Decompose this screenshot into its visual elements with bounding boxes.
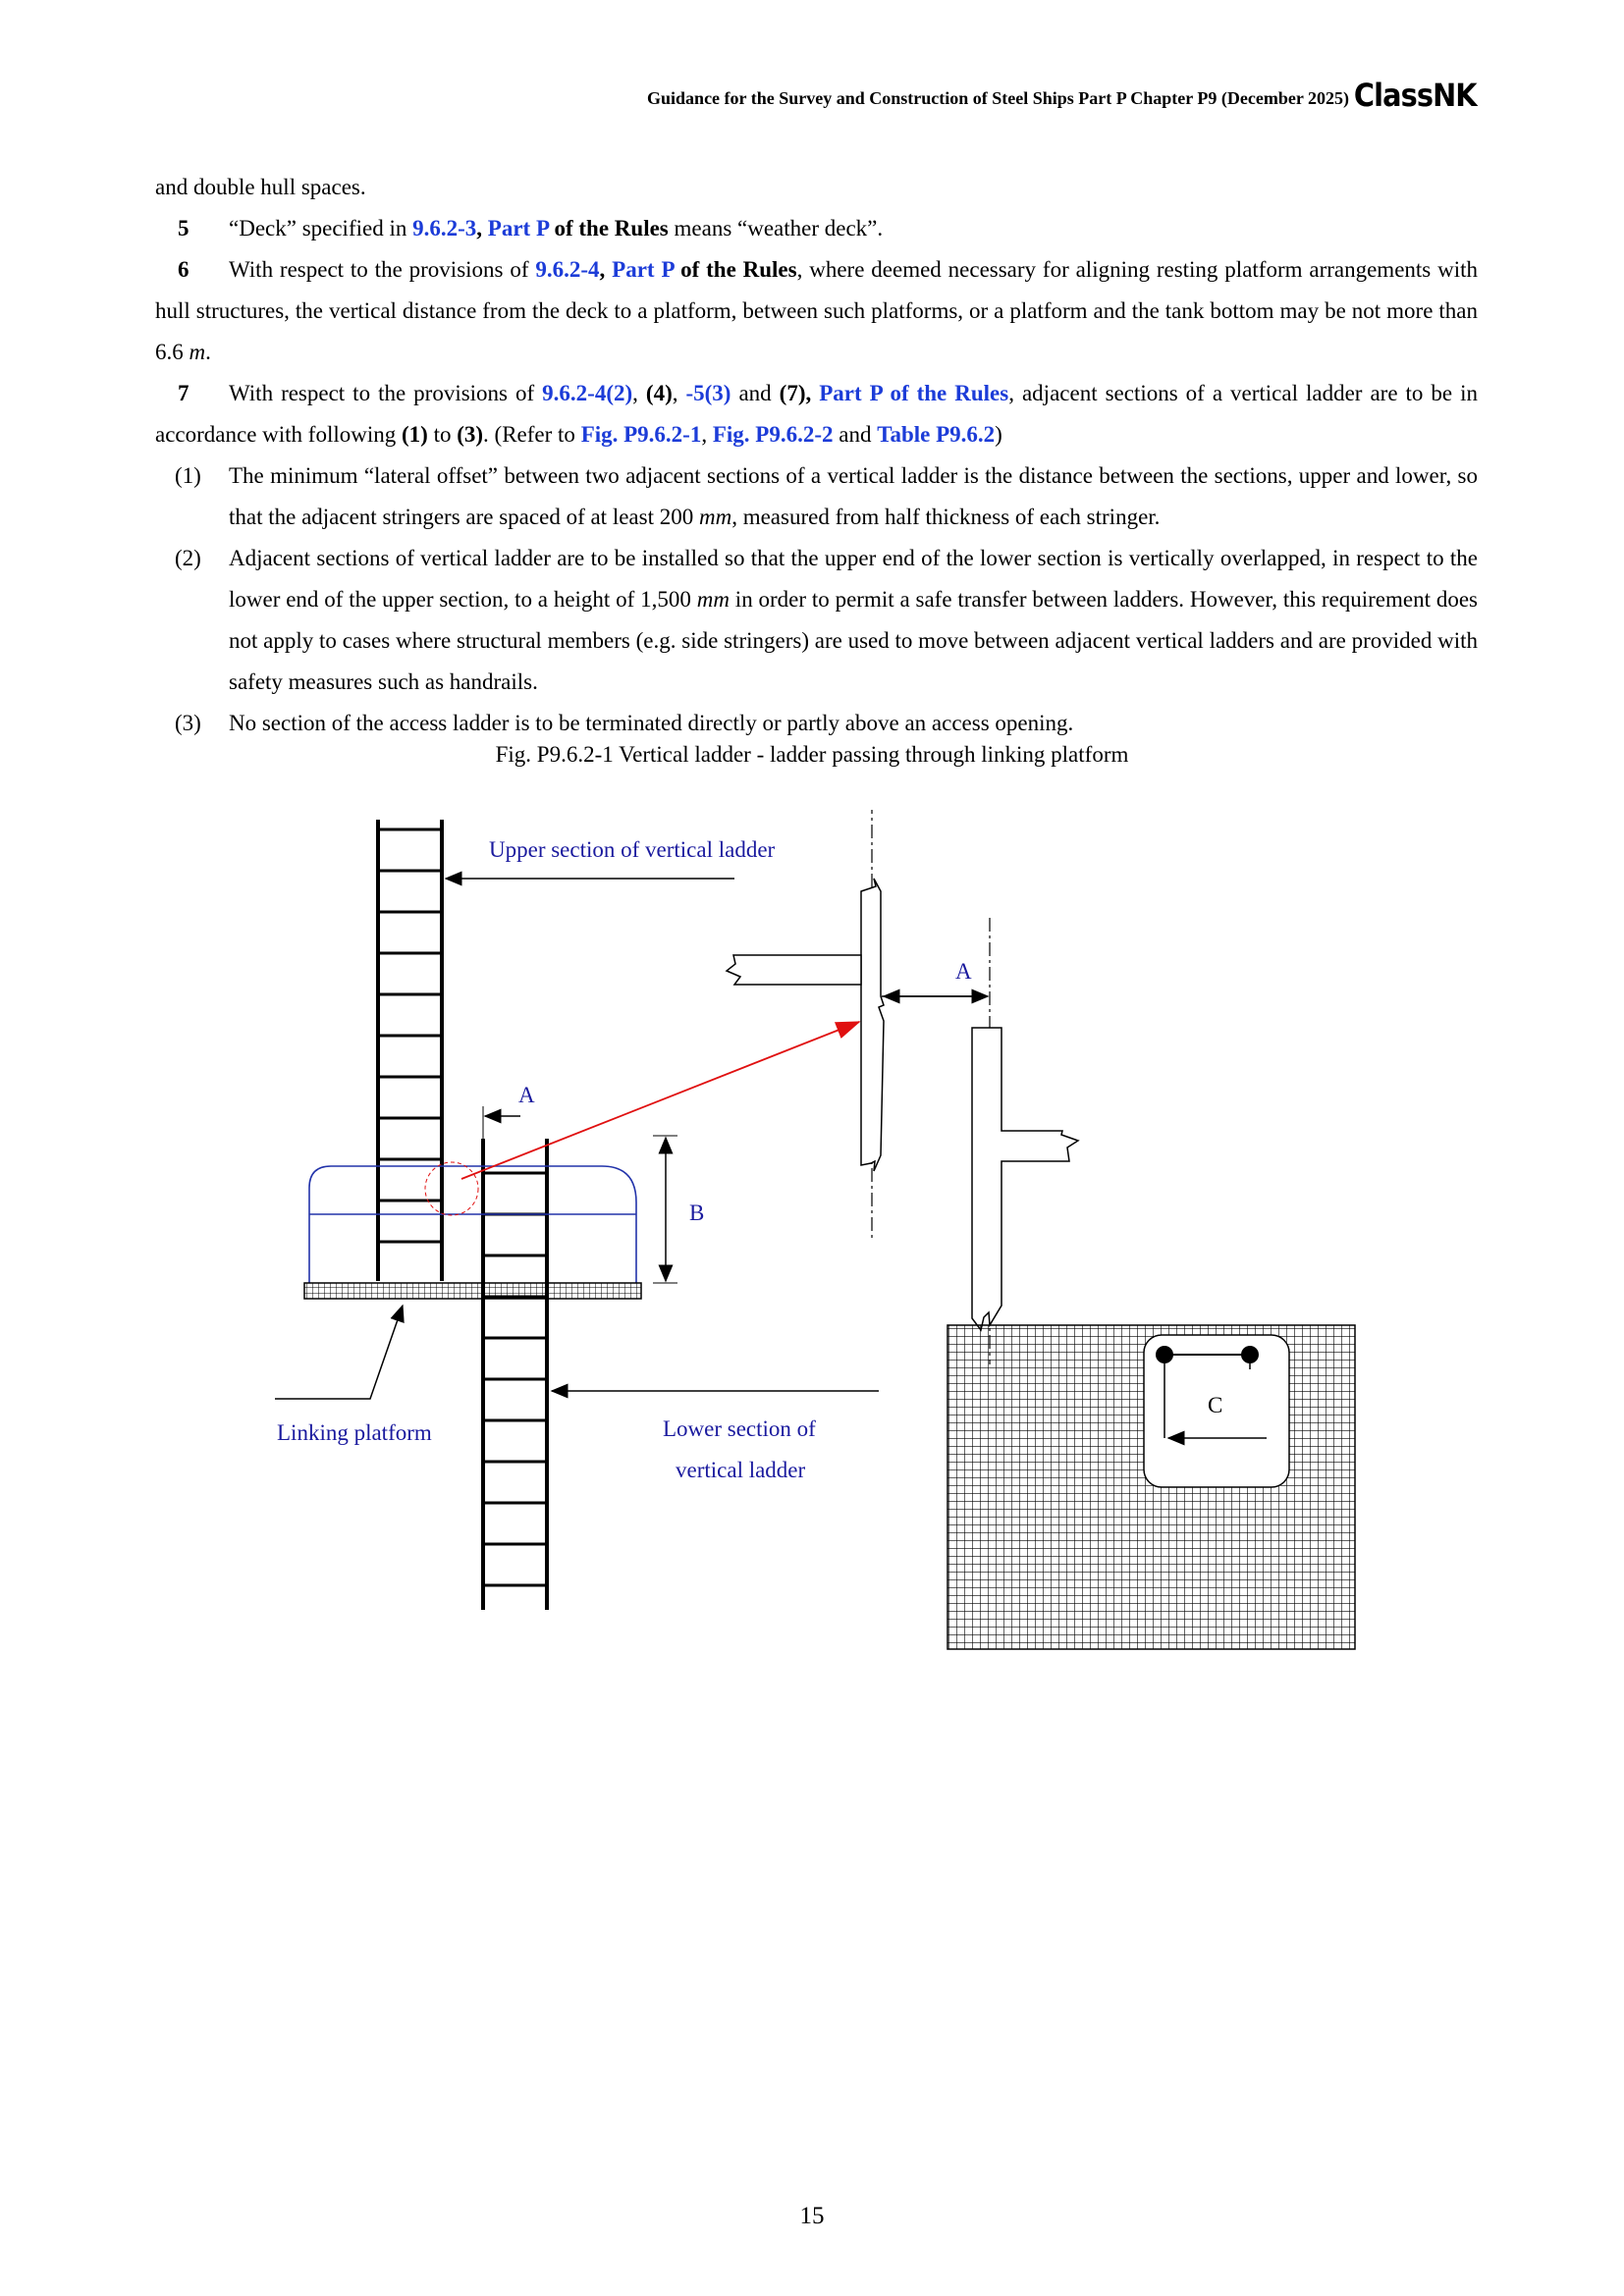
lower-ladder	[483, 1139, 547, 1610]
text: ,	[701, 422, 713, 447]
text: and	[833, 422, 878, 447]
text: ,	[476, 216, 488, 240]
rule-link[interactable]: Part P of the Rules	[819, 381, 1009, 405]
text: “Deck” specified in	[229, 216, 413, 240]
linking-platform-label: Linking platform	[277, 1420, 432, 1445]
dimension-a-right-label: A	[955, 959, 972, 984]
rule-link[interactable]: -5(3)	[685, 381, 731, 405]
item-label: (2)	[175, 546, 201, 570]
text: and	[731, 381, 780, 405]
table-link[interactable]: Table P9.6.2	[877, 422, 996, 447]
text: No section of the access ladder is to be terminated directly or partly above an access opening.	[229, 711, 1074, 735]
upper-section-label: Upper section of vertical ladder	[489, 837, 776, 862]
list-item	[155, 455, 1478, 538]
header-title: Guidance for the Survey and Construction of Steel Ships Part P Chapter P9 (December 2025)	[647, 88, 1349, 108]
dimension-a-left-label: A	[518, 1083, 535, 1107]
paragraph-5	[155, 208, 1478, 249]
paragraph-7	[155, 373, 1478, 455]
lower-section-label-line1: Lower section of	[663, 1416, 816, 1441]
rule-link[interactable]: Part P	[487, 216, 549, 240]
item-label: (1)	[175, 463, 201, 488]
page-number: 15	[799, 2203, 825, 2229]
unit: mm	[696, 587, 730, 612]
list-item	[155, 703, 1478, 744]
upper-ladder	[378, 820, 442, 1281]
paragraph-number: 7	[178, 381, 189, 405]
figure-link[interactable]: Fig. P9.6.2-1	[580, 422, 702, 447]
paragraph-continuation: and double hull spaces.	[155, 175, 366, 199]
text: The minimum “lateral offset” between two adjacent sections of a vertical ladder is the distance between the sections, upper and lower, so that the adjacent stringers are spaced of at least 200	[229, 463, 1478, 529]
dimension-a-left	[442, 1106, 520, 1142]
lower-section-label-line2: vertical ladder	[676, 1458, 806, 1482]
text: )	[995, 422, 1002, 447]
text: Adjacent sections of vertical ladder are to be installed so that the upper end of the lower section is vertically overlapped, in respect to the lower end of the upper section, to a height of 1,500	[229, 546, 1478, 612]
rule-link[interactable]: 9.6.2-3	[412, 216, 477, 240]
text: to	[427, 422, 458, 447]
platform-label-arrow	[275, 1306, 403, 1399]
body-text	[155, 167, 1478, 744]
text: .	[205, 340, 211, 364]
text: (7)	[779, 381, 806, 405]
page-header	[0, 77, 1477, 116]
text: ,	[599, 257, 613, 282]
text: means “weather deck”.	[668, 216, 884, 240]
paragraph-6	[155, 249, 1478, 373]
unit: mm	[698, 505, 732, 529]
dimension-c-label: C	[1208, 1393, 1223, 1417]
text: , adjacent sections of a vertical ladder are to be in accordance with following	[155, 381, 1479, 447]
linking-platform	[304, 1162, 641, 1299]
text: ,	[805, 381, 820, 405]
text: ,	[632, 381, 646, 405]
text: . (Refer to	[483, 422, 581, 447]
list-item	[155, 538, 1478, 703]
stringer-detail	[727, 810, 1078, 1364]
item-label: (3)	[175, 711, 201, 735]
paragraph-number: 5	[178, 216, 189, 240]
dimension-b-label: B	[689, 1201, 705, 1225]
text: (4)	[645, 381, 673, 405]
text: With respect to the provisions of	[229, 381, 543, 405]
platform-opening-detail	[947, 1325, 1355, 1649]
text: With respect to the provisions of	[229, 257, 536, 282]
rule-link[interactable]: 9.6.2-4(2)	[542, 381, 633, 405]
text: (1)	[402, 422, 428, 447]
figure-link[interactable]: Fig. P9.6.2-2	[712, 422, 834, 447]
text: of the Rules	[674, 257, 797, 282]
rule-link[interactable]: 9.6.2-4	[535, 257, 600, 282]
classnk-logo: ClassNK	[1354, 77, 1477, 114]
text: ,	[672, 381, 686, 405]
text: of the Rules	[548, 216, 669, 240]
text: , where deemed necessary for aligning resting platform arrangements with hull structures, the vertical distance from the deck to a platform, between such platforms, or a platform and the tank bottom may be not more than 6.6	[155, 257, 1478, 364]
rule-link[interactable]: Part P	[612, 257, 675, 282]
text: , measured from half thickness of each stringer.	[731, 505, 1161, 529]
ladder-diagram	[265, 810, 1365, 1664]
figure-caption: Fig. P9.6.2-1 Vertical ladder - ladder passing through linking platform	[495, 742, 1129, 767]
unit: m	[189, 340, 206, 364]
paragraph-number: 6	[178, 257, 189, 282]
dimension-b	[653, 1136, 677, 1283]
text: in order to permit a safe transfer between ladders. However, this requirement does not apply to cases where structural members (e.g. side stringers) are used to move between adjacent vertical ladders and are provided with safety measures such as handrails.	[229, 587, 1478, 694]
ladder-figure	[265, 810, 1365, 1664]
text: (3)	[457, 422, 484, 447]
